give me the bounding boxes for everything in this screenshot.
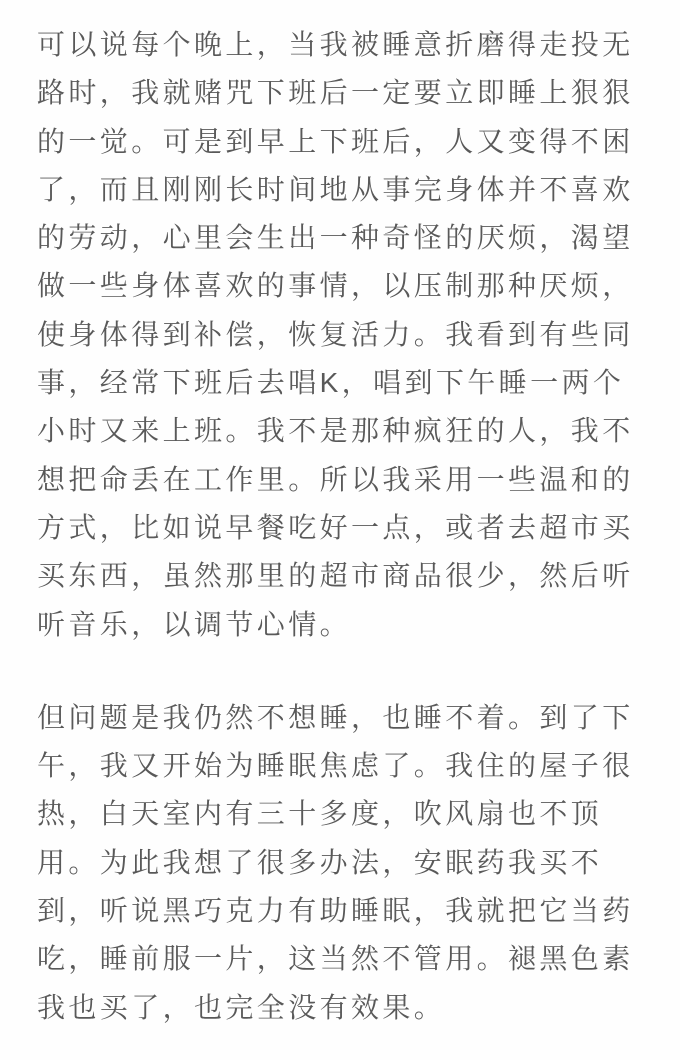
text-line: 的一觉。可是到早上下班后，人又变得不困: [37, 125, 634, 157]
text-line: 买东西，虽然那里的超市商品很少，然后听: [37, 560, 634, 592]
text-line: 吃，睡前服一片，这当然不管用。褪黑色素: [37, 943, 634, 975]
text-line: 用。为此我想了很多办法，安眠药我买不: [37, 846, 603, 878]
text-line: 但问题是我仍然不想睡，也睡不着。到了下: [37, 701, 634, 733]
paragraph: [37, 694, 652, 1032]
text-line: 的劳动，心里会生出一种奇怪的厌烦，渴望: [37, 222, 634, 254]
text-line: 做一些身体喜欢的事情，以压制那种厌烦，: [37, 270, 634, 302]
text-line: 午，我又开始为睡眠焦虑了。我住的屋子很: [37, 750, 634, 782]
text-line: 使身体得到补偿，恢复活力。我看到有些同: [37, 318, 634, 350]
text-line: 想把命丢在工作里。所以我采用一些温和的: [37, 463, 634, 495]
text-line: 可以说每个晚上，当我被睡意折磨得走投无: [37, 29, 634, 60]
text-line: 热，白天室内有三十多度，吹风扇也不顶: [37, 798, 603, 830]
text-line: 我也买了，也完全没有效果。: [37, 991, 446, 1023]
text-line: 到，听说黑巧克力有助睡眠，我就把它当药: [37, 895, 634, 927]
paragraph: [37, 21, 652, 649]
text-line: 方式，比如说早餐吃好一点，或者去超市买: [37, 511, 634, 543]
text-line: 小时又来上班。我不是那种疯狂的人，我不: [37, 415, 634, 447]
text-line: 听音乐，以调节心情。: [37, 608, 352, 640]
text-line: 事，经常下班后去唱K，唱到下午睡一两个: [37, 367, 625, 399]
text-line: 路时，我就赌咒下班后一定要立即睡上狠狠: [37, 77, 634, 109]
text-line: 了，而且刚刚长时间地从事完身体并不喜欢: [37, 173, 634, 205]
